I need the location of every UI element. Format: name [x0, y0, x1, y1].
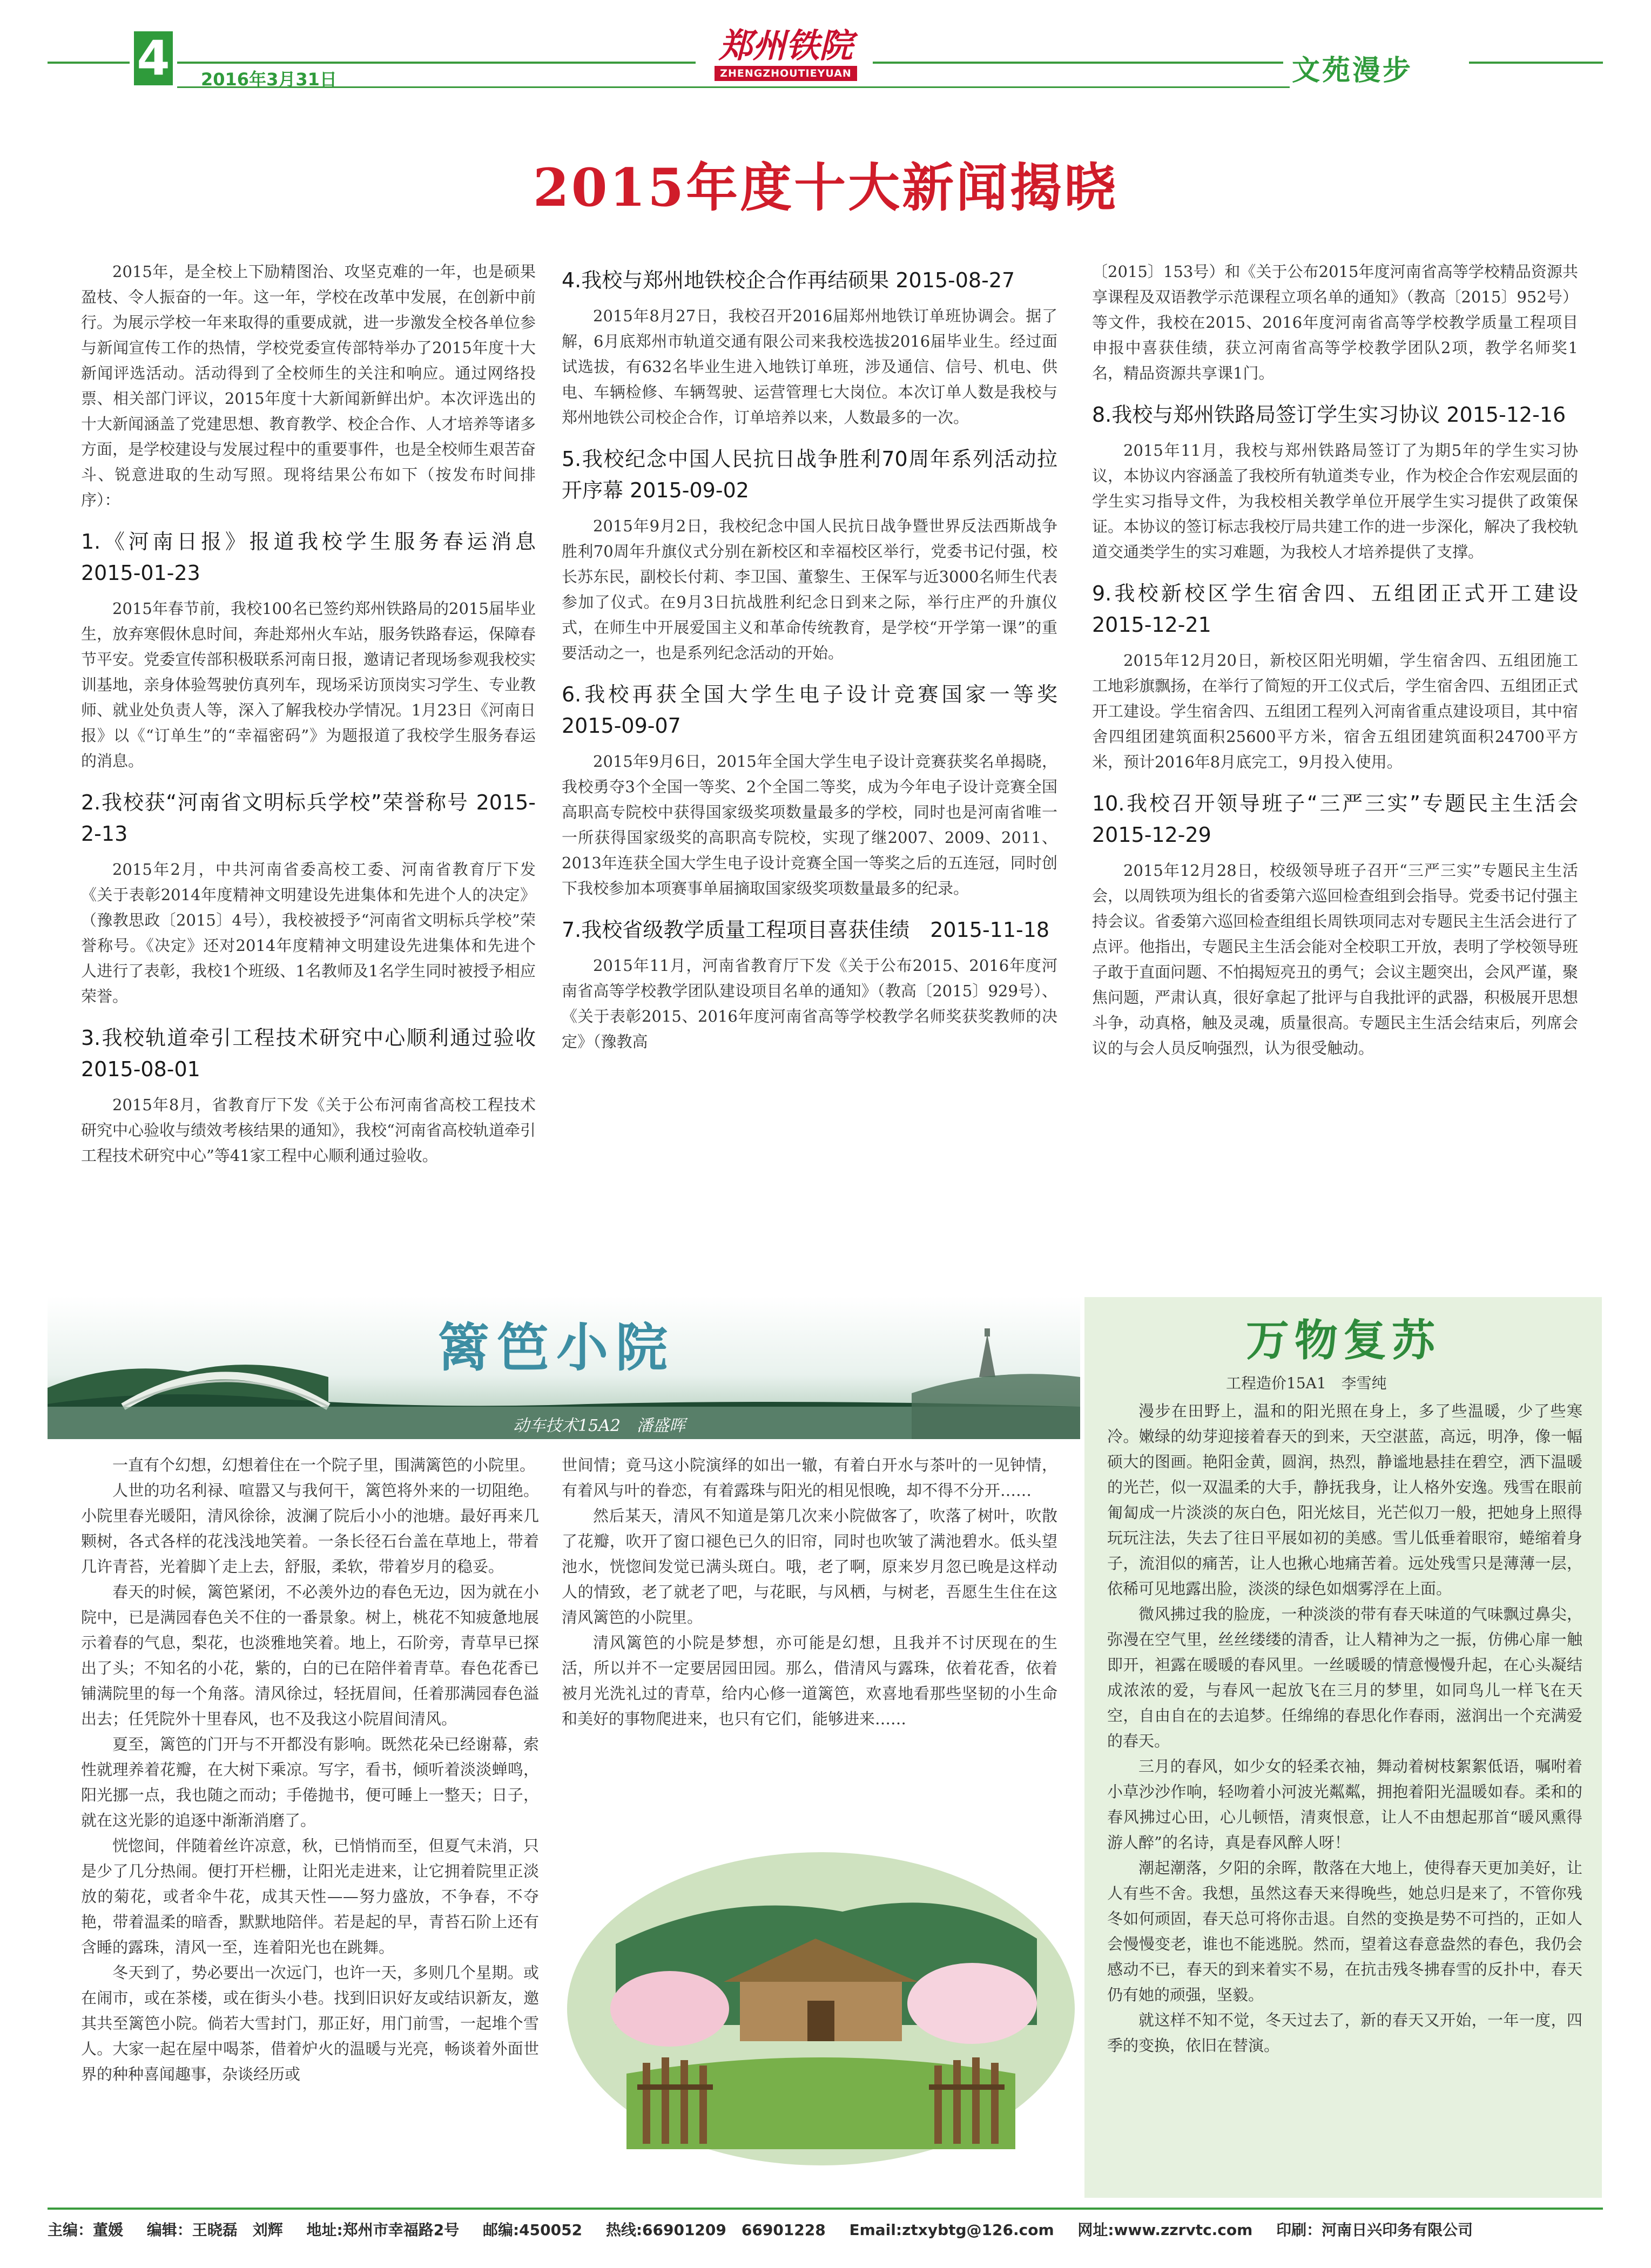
- spring-paragraph: 漫步在田野上，温和的阳光照在身上，多了些温暖，少了些寒冷。嫩绿的幼芽迎接着春天的到来，天空湛蓝，高远，明净，像一幅硕大的图画。艳阳金黄，圆润，热烈，静谧地悬挂在碧空，洒下温暖的光芒，似一双温柔的大手，静抚我身，让人格外安逸。残雪在眼前匍匐成一片淡淡的灰白色，阳光炫目，光芒似刀一般，把她身上照得玩玩注法，失去了往日平展如初的美感。雪儿低垂着眼帘，蜷缩着身子，流泪似的痛苦，让人也揪心地痛苦着。远处残雪只是薄薄一层，依稀可见地露出脸，淡淡的绿色如烟雾浮在上面。: [1107, 1402, 1582, 1598]
- masthead-title: 郑州铁院: [718, 26, 853, 65]
- intro-paragraph: 2015年，是全校上下励精图治、攻坚克难的一年，也是硕果盈枝、令人振奋的一年。这一年，学校在改革中发展，在创新中前行。为展示学校一年来取得的重要成就，进一步激发全校各单位参与新闻宣传工作的热情，学校党委宣传部特举办了2015年度十大新闻评选活动。活动得到了全校师生的关注和响应。通过网络投票、相关部门评议，2015年度十大新闻新鲜出炉。本次评选出的十大新闻涵盖了党建思想、教育教学、校企合作、人才培养等诸多方面，是学校建设与发展过程中的重要事件，也是全校师生艰苦奋斗、锐意进取的生动写照。现将结果公布如下（按发布时间排序）：: [81, 262, 536, 509]
- news-1-body: 2015年春节前，我校100名已签约郑州铁路局的2015届毕业生，放弃寒假休息时间，奔赴郑州火车站，服务铁路春运，保障春节平安。党委宣传部积极联系河南日报，邀请记者现场参观我校实训基地，亲身体验驾驶仿真列车，现场采访顶岗实习学生、专业教师、就业处负责人等，深入了解我校办学情况。1月23日《河南日报》以《“订单生”的“幸福密码”》为题报道了我校学生服务春运的消息。: [81, 599, 536, 770]
- footer-printer: 印刷：河南日兴印务有限公司: [1276, 2221, 1473, 2239]
- news-4-title: 4.我校与郑州地铁校企合作再结硕果 2015-08-27: [562, 268, 1015, 292]
- news-8-body: 2015年11月，我校与郑州铁路局签订了为期5年的学生实习协议，本协议内容涵盖了我校所有轨道类专业，作为校企合作宏观层面的学生实习指导文件，为我校相关教学单位开展学生实习提供了政策保证。本协议的签订标志我校厅局共建工作的进一步深化，解决了我校轨道交通类学生的实习难题，为我校人才培养提供了支撑。: [1092, 441, 1578, 561]
- news-8-title: 8.我校与郑州铁路局签订学生实习协议 2015-12-16: [1092, 403, 1566, 427]
- masthead-logo: [707, 27, 864, 86]
- news-7-continued: 〔2015〕153号）和《关于公布2015年度河南省高等学校精品资源共享课程及双语教学示范课程立项名单的通知》（教高〔2015〕952号）等文件，我校在2015、2016年度河南省高等学校教学质量工程项目申报中喜获佳绩，获立河南省高等学校教学团队2项，教学名师奖1名，精品资源共享课1门。: [1092, 262, 1578, 382]
- yard-paragraph: 冬天到了，势必要出一次远门，也许一天，多则几个星期。或在闹市，或在茶楼，或在街头小巷。找到旧识好友或结识新友，邀其共至篱笆小院。倘若大雪封门，那正好，用门前雪，一起堆个雪人。大家一起在屋中喝茶，借着炉火的温暖与光亮，畅谈着外面世界的种种喜闻趣事，杂谈经历或: [81, 1963, 539, 2083]
- news-10-body: 2015年12月28日，校级领导班子召开“三严三实”专题民主生活会，以周铁项为组长的省委第六巡回检查组到会指导。党委书记付强主持会议。省委第六巡回检查组组长周铁项同志对专题民主生活会进行了点评。他指出，专题民主生活会能对全校职工开放，表明了学校领导班子敢于直面问题、不怕揭短亮丑的勇气；会议主题突出，会风严谨，聚焦问题，严肃认真，很好拿起了批评与自我批评的武器，积极展开思想斗争，动真格，触及灵魂，质量很高。专题民主生活会结束后，列席会议的与会人员反响强烈，认为很受触动。: [1092, 861, 1578, 1057]
- news-1-title: 1.《河南日报》报道我校学生服务春运消息 2015-01-23: [81, 530, 557, 585]
- footer-hotline: 热线:66901209 66901228: [605, 2221, 826, 2239]
- footer-rule: [48, 2208, 1603, 2210]
- footer-editors: 编辑：王晓磊 刘辉: [146, 2221, 283, 2239]
- spring-paragraph: 就这样不知不觉，冬天过去了，新的春天又开始，一年一度，四季的变换，依旧在替演。: [1107, 2011, 1582, 2055]
- news-9-title: 9.我校新校区学生宿舍四、五组团正式开工建设 2015-12-21: [1092, 582, 1599, 637]
- header-rule-mid-right: [873, 62, 1283, 64]
- footer-website: 网址:www.zzrvtc.com: [1077, 2221, 1253, 2239]
- page-number: 4: [134, 31, 173, 85]
- spring-essay-title: 万物复苏: [1246, 1315, 1440, 1366]
- yard-essay-left-column: [81, 1453, 539, 2198]
- main-headline: 2015年度十大新闻揭晓: [533, 157, 1118, 218]
- issue-date: 2016年3月31日: [201, 69, 337, 90]
- cottage-illustration: [562, 1847, 1080, 2182]
- spring-paragraph: 三月的春风，如少女的轻柔衣袖，舞动着树枝絮絮低语，嘱咐着小草沙沙作响，轻吻着小河波光粼粼，拥抱着阳光温暖如春。柔和的春风拂过心田，心儿顿悟，清爽恨意，让人不由想起那首“暖风熏得游人醉”的名诗，真是春风醉人呀！: [1107, 1757, 1582, 1852]
- news-column-3: [1092, 259, 1599, 1285]
- yard-paragraph: 清风篱笆的小院是梦想，亦可能是幻想，且我并不讨厌现在的生活，所以并不一定要居园田园。那么，借清风与露珠，依着花香，依着被月光洗礼过的青草，给内心修一道篱笆，欢喜地看那些坚韧的小生命和美好的事物爬进来，也只有它们，能够进来……: [562, 1634, 1057, 1728]
- header-rule-right: [1469, 62, 1603, 64]
- news-5-body: 2015年9月2日，我校纪念中国人民抗日战争暨世界反法西斯战争胜利70周年升旗仪式分别在新校区和幸福校区举行，党委书记付强，校长苏东民，副校长付莉、李卫国、董黎生、王保军与近3000名师生代表参加了仪式。在9月3日抗战胜利纪念日到来之际，举行庄严的升旗仪式，在师生中开展爱国主义和革命传统教育，是学校“开学第一课”的重要活动之一，也是系列纪念活动的开始。: [562, 517, 1057, 662]
- news-6-title: 6.我校再获全国大学生电子设计竞赛国家一等奖 2015-09-07: [562, 683, 1079, 738]
- footer-chief-editor: 主编：董媛: [48, 2221, 124, 2239]
- yard-essay-author: 动车技术15A2 潘盛晖: [513, 1416, 685, 1435]
- yard-paragraph: 世间情；竟马这小院演绎的如出一辙，有着白开水与茶叶的一见钟情，有着风与叶的眷恋，有着露珠与阳光的相见恨晚，却不得不分开……: [562, 1456, 1057, 1500]
- footer-address: 地址:郑州市幸福路2号: [306, 2221, 460, 2239]
- news-column-1: [81, 259, 557, 1285]
- news-10-title: 10.我校召开领导班子“三严三实”专题民主生活会 2015-12-29: [1092, 792, 1578, 847]
- news-5-title: 5.我校纪念中国人民抗日战争胜利70周年系列活动拉开序幕 2015-09-02: [562, 447, 1057, 502]
- header-rule-under-date: [177, 86, 1290, 88]
- header-rule-mid-left: [177, 62, 696, 64]
- news-column-2: [562, 265, 1079, 1291]
- yard-essay-right-column: [562, 1453, 1057, 1841]
- news-2-body: 2015年2月，中共河南省委高校工委、河南省教育厅下发《关于表彰2014年度精神文明建设先进集体和先进个人的决定》（豫教思政〔2015〕4号），我校被授予“河南省文明标兵学校”荣誉称号。《决定》还对2014年度精神文明建设先进集体和先进个人进行了表彰，我校1个班级、1名教师及1名学生同时被授予相应荣誉。: [81, 860, 536, 1005]
- news-7-title: 7.我校省级教学质量工程项目喜获佳绩 2015-11-18: [562, 918, 1050, 942]
- yard-paragraph: 人世的功名利禄、喧嚣又与我何干，篱笆将外来的一切阻绝。小院里春光暖阳，清风徐徐，波澜了院后小小的池塘。最好再来几颗树，各式各样的花浅浅地笑着。一条长径石台盖在草地上，带着几许青苔，光着脚丫走上去，舒服，柔软，带着岁月的稳妥。: [81, 1481, 539, 1576]
- news-6-body: 2015年9月6日，2015年全国大学生电子设计竞赛获奖名单揭晓，我校勇夺3个全国一等奖、2个全国二等奖，成为今年电子设计竞赛全国高职高专院校中获得国家级奖项数量最多的学校，同时也是河南省唯一一所获得国家级奖的高职高专院校，实现了继2007、2009、2011、2013年连获全国大学生电子设计竞赛全国一等奖之后的五连冠，同时创下我校参加本项赛事单届摘取国家级奖项数量最多的纪录。: [562, 752, 1057, 897]
- footer-info: [48, 2218, 1603, 2240]
- spring-essay-author: 工程造价15A1 李雪纯: [1226, 1374, 1387, 1392]
- footer-email: Email:ztxybtg@126.com: [849, 2221, 1054, 2239]
- news-3-title: 3.我校轨道牵引工程技术研究中心顺利通过验收2015-08-01: [81, 1026, 536, 1081]
- spring-paragraph: 微风拂过我的脸庞，一种淡淡的带有春天味道的气味飘过鼻尖，弥漫在空气里，丝丝缕缕的清香，让人精神为之一振，仿佛心扉一触即开，袒露在暖暖的春风里。一丝暖暖的情意慢慢升起，在心头凝结成浓浓的爱，与春风一起放飞在三月的梦里，如同鸟儿一样飞在天空，自由自在的去追梦。任绵绵的春思化作春雨，滋润出一个充满爱的春天。: [1107, 1605, 1582, 1750]
- masthead-subtitle: ZHENGZHOUTIEYUAN: [715, 66, 857, 81]
- header-rule-left: [48, 62, 130, 64]
- yard-paragraph: 春天的时候，篱笆紧闭，不必羡外边的春色无边，因为就在小院中，已是满园春色关不住的一番景象。树上，桃花不知疲惫地展示着春的气息，梨花，也淡雅地笑着。地上，石阶旁，青草早已探出了头；不知名的小花，紫的，白的已在陪伴着青草。春色花香已铺满院里的每一个角落。清风徐过，轻抚眉间，任着那满园春色溢出去；任凭院外十里春风，也不及我这小院眉间清风。: [81, 1583, 539, 1728]
- news-2-title: 2.我校获“河南省文明标兵学校”荣誉称号 2015-2-13: [81, 791, 536, 846]
- yard-paragraph: 然后某天，清风不知道是第几次来小院做客了，吹落了树叶，吹散了花瓣，吹开了窗口褪色已久的旧帘，同时也吹皱了满池碧水。低头望池水，恍惚间发觉已满头斑白。哦，老了啊，原来岁月忽已晚是这样动人的情致，老了就老了吧，与花眠，与风栖，与树老，吾愿生生住在这清风篱笆的小院里。: [562, 1507, 1057, 1626]
- yard-essay-title: 篱笆小院: [437, 1317, 675, 1378]
- yard-paragraph: 夏至，篱笆的门开与不开都没有影响。既然花朵已经谢幕，索性就理养着花瓣，在大树下乘凉。写字，看书，倾听着淡淡蝉鸣，阳光挪一点，我也随之而动；手倦抛书，便可睡上一整天；日子，就在这光影的追逐中渐渐消磨了。: [81, 1735, 539, 1830]
- section-name: 文苑漫步: [1292, 55, 1413, 87]
- thatched-cottage-image: [562, 1847, 1080, 2182]
- yard-paragraph: 一直有个幻想，幻想着住在一个院子里，围满篱笆的小院里。: [112, 1456, 536, 1474]
- yard-paragraph: 恍惚间，伴随着丝许凉意，秋，已悄悄而至，但夏气未消，只是少了几分热闹。便打开栏栅，让阳光走进来，让它拥着院里正淡放的菊花，或者伞牛花，成其天性——努力盛放，不争春，不夺艳，带着温柔的暗香，默默地陪伴。若是起的早，青苔石阶上还有含睡的露珠，清风一至，连着阳光也在跳舞。: [81, 1837, 539, 1956]
- news-4-body: 2015年8月27日，我校召开2016届郑州地铁订单班协调会。据了解，6月底郑州市轨道交通有限公司来我校选拔2016届毕业生。经过面试选拔，有632名毕业生进入地铁订单班，涉及通信、信号、机电、供电、车辆检修、车辆驾驶、运营管理七大岗位。本次订单人数是我校与郑州地铁公司校企合作，订单培养以来，人数最多的一次。: [562, 307, 1057, 427]
- spring-essay-body: [1107, 1399, 1582, 2187]
- news-9-body: 2015年12月20日，新校区阳光明媚，学生宿舍四、五组团施工工地彩旗飘扬，在举行了简短的开工仪式后，学生宿舍四、五组团正式开工建设。学生宿舍四、五组团工程列入河南省重点建设项目，其中宿舍四组团建筑面积25600平方米，宿舍五组团建筑面积24700平方米，预计2016年8月底完工，9月投入使用。: [1092, 651, 1578, 771]
- spring-paragraph: 潮起潮落，夕阳的余晖，散落在大地上，使得春天更加美好，让人有些不舍。我想，虽然这春天来得晚些，她总归是来了，不管你残冬如何顽固，春天总可将你击退。自然的变换是势不可挡的，正如人会慢慢变老，谁也不能逃脱。然而，望着这春意盎然的春色，我仍会感动不已，春天的到来着实不易，在抗击残冬拂春雪的反扑中，春天仍有她的顽强，坚毅。: [1107, 1859, 1582, 2004]
- footer-postcode: 邮编:450052: [482, 2221, 583, 2239]
- news-7-body: 2015年11月，河南省教育厅下发《关于公布2015、2016年度河南省高等学校教学团队建设项目名单的通知》（教高〔2015〕929号）、《关于表彰2015、2016年度河南省高等学校教学名师奖获奖教师的决定》（豫教高: [562, 956, 1057, 1051]
- news-3-body: 2015年8月，省教育厅下发《关于公布河南省高校工程技术研究中心验收与绩效考核结果的通知》，我校“河南省高校轨道牵引工程技术研究中心”等41家工程中心顺利通过验收。: [81, 1096, 536, 1165]
